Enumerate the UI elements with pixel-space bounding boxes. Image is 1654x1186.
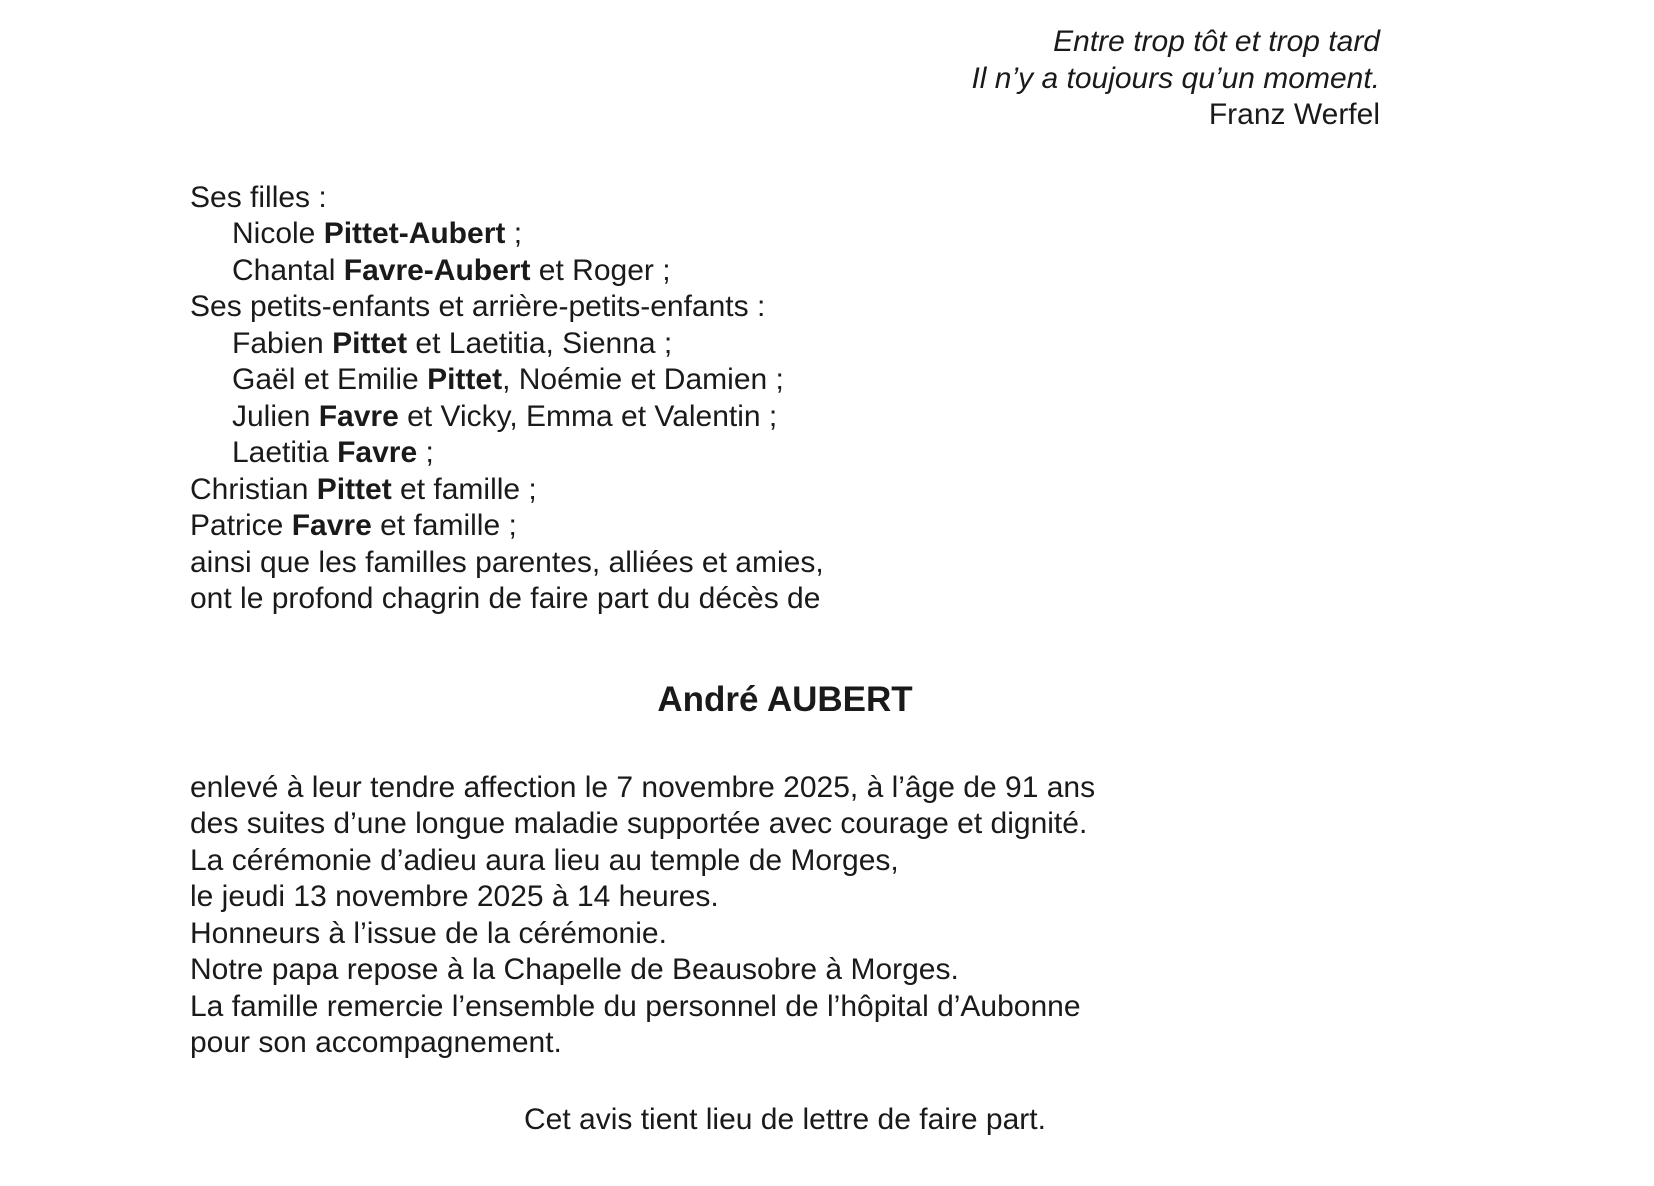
text-line xyxy=(190,545,1380,582)
text-segment: Laetitia xyxy=(232,436,338,469)
text-line xyxy=(190,508,1380,545)
text-line xyxy=(190,216,1380,253)
text-segment: Nicole xyxy=(232,217,324,250)
family-surname-bold: Pittet xyxy=(316,472,392,506)
text-segment: Christian xyxy=(190,472,317,506)
family-surname-bold: Pittet-Aubert xyxy=(323,217,506,250)
text-segment: Patrice xyxy=(190,509,292,542)
family-surname-bold: Favre xyxy=(337,436,418,469)
family-surname-bold: Favre-Aubert xyxy=(343,253,531,287)
text-line xyxy=(190,770,1380,807)
text-segment: Julien xyxy=(232,399,319,433)
family-list xyxy=(190,180,1380,618)
text-line xyxy=(190,362,1380,399)
text-segment: La famille remercie l’ensemble du personnel de l’hôpital d’Aubonne xyxy=(190,989,1081,1023)
text-line xyxy=(190,289,1380,326)
text-line xyxy=(190,989,1380,1026)
text-line xyxy=(190,952,1380,989)
text-segment: , Noémie et Damien ; xyxy=(502,363,784,396)
text-line xyxy=(190,879,1380,916)
text-segment: Fabien xyxy=(232,326,333,360)
deceased-name: André AUBERT xyxy=(657,679,913,719)
announcement-paragraph xyxy=(190,770,1380,1062)
text-segment: Notre papa repose à la Chapelle de Beausobre à Morges. xyxy=(190,953,959,986)
family-surname-bold: Favre xyxy=(291,509,372,542)
epigraph-quote xyxy=(190,0,1380,134)
text-segment: et Laetitia, Sienna ; xyxy=(407,326,673,360)
text-segment: Honneurs à l’issue de la cérémonie. xyxy=(190,916,667,950)
text-segment: Gaël et Emilie xyxy=(232,363,428,396)
text-line xyxy=(190,399,1380,436)
text-segment: Ses petits-enfants et arrière-petits-enfants : xyxy=(190,290,766,323)
family-surname-bold: Pittet xyxy=(332,326,408,360)
text-line xyxy=(190,326,1380,363)
text-segment: et famille ; xyxy=(391,472,537,506)
family-surname-bold: Favre xyxy=(318,399,399,433)
text-segment: enlevé à leur tendre affection le 7 novembre 2025, à l’âge de 91 ans xyxy=(190,770,1096,804)
text-line xyxy=(190,843,1380,880)
text-line xyxy=(190,253,1380,290)
text-line xyxy=(190,916,1380,953)
epigraph-line-1: Entre trop tôt et trop tard xyxy=(1053,25,1380,58)
text-line xyxy=(190,180,1380,217)
text-line xyxy=(190,472,1380,509)
text-line xyxy=(190,1025,1380,1062)
epigraph-line-2: Il n’y a toujours qu’un moment. xyxy=(971,61,1380,95)
family-surname-bold: Pittet xyxy=(427,363,503,396)
text-segment: ; xyxy=(417,436,434,469)
text-line xyxy=(190,581,1380,618)
text-segment: La cérémonie d’adieu aura lieu au temple de Morges, xyxy=(190,843,899,877)
text-segment: et Roger ; xyxy=(530,253,671,287)
text-segment: Ses filles : xyxy=(190,180,327,214)
text-segment: ; xyxy=(505,217,523,250)
text-segment: Chantal xyxy=(232,253,344,287)
text-segment: des suites d’une longue maladie supportée avec courage et dignité. xyxy=(190,807,1088,840)
text-line xyxy=(190,806,1380,843)
text-segment: ont le profond chagrin de faire part du décès de xyxy=(190,582,821,615)
document-content xyxy=(190,0,1380,1138)
text-segment: et famille ; xyxy=(371,509,517,542)
text-segment: le jeudi 13 novembre 2025 à 14 heures. xyxy=(190,880,719,913)
text-line xyxy=(190,435,1380,472)
text-segment: ainsi que les familles parentes, alliées et amies, xyxy=(190,545,824,579)
text-segment: et Vicky, Emma et Valentin ; xyxy=(398,399,778,433)
closing-line: Cet avis tient lieu de lettre de faire part. xyxy=(524,1102,1046,1136)
epigraph-attribution: Franz Werfel xyxy=(1208,98,1380,131)
text-segment: pour son accompagnement. xyxy=(190,1026,562,1059)
